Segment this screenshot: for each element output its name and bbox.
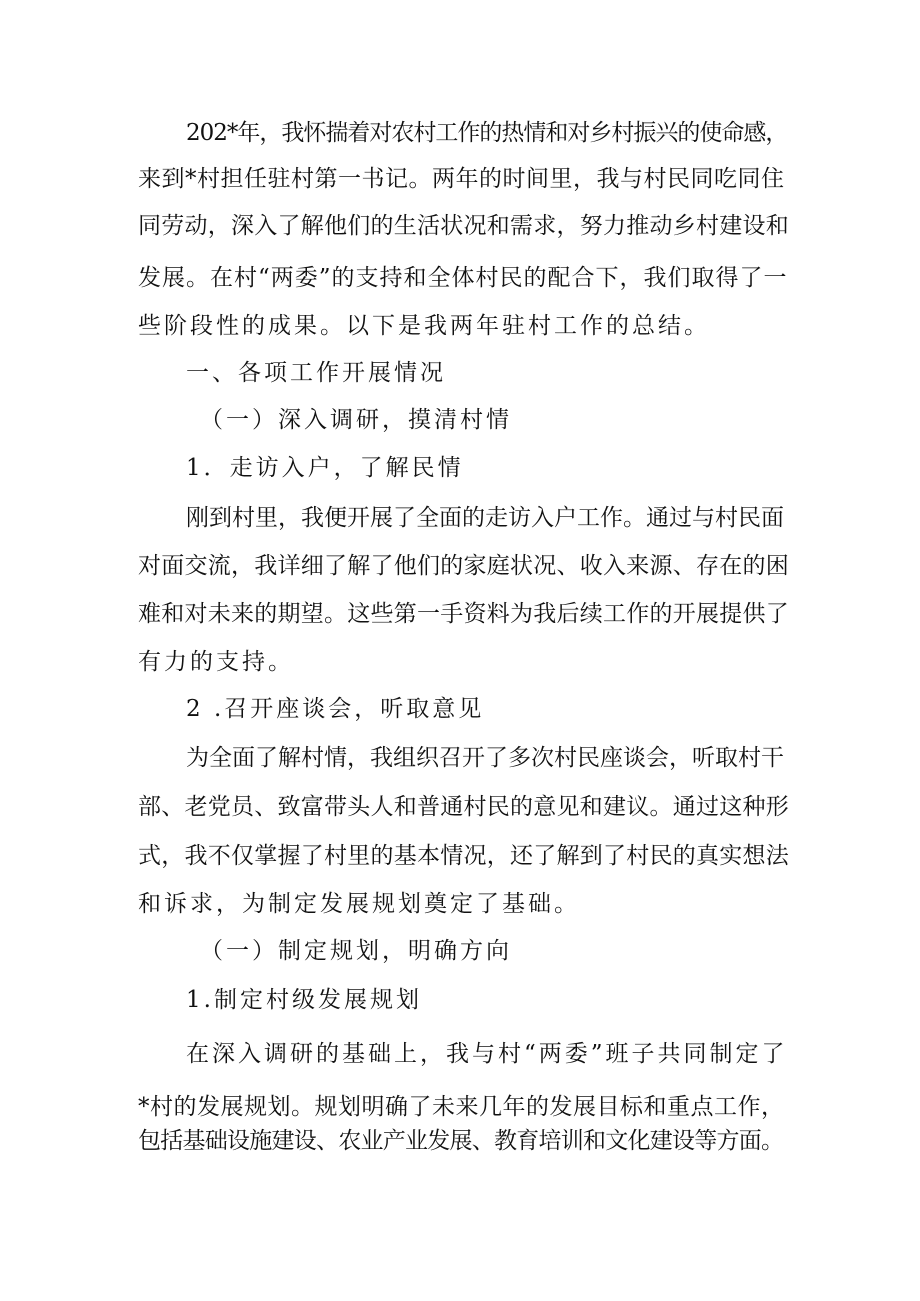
subsection-heading-2: （一）制定规划，明确方向	[200, 938, 512, 964]
item2-line-3: 式，我不仅掌握了村里的基本情况，还了解到了村民的真实想法	[138, 843, 789, 869]
intro-line-1: 202*年，我怀揣着对农村工作的热情和对乡村振兴的使命感，	[186, 120, 788, 146]
item2-line-2: 部、老党员、致富带头人和普通村民的意见和建议。通过这种形	[138, 794, 789, 820]
item1-line-4: 有力的支持。	[138, 649, 294, 675]
item2-line-1: 为全面了解村情，我组织召开了多次村民座谈会，听取村干	[186, 745, 784, 771]
item1-line-2: 对面交流，我详细了解了他们的家庭状况、收入来源、存在的困	[138, 553, 789, 579]
item-heading-1: 1．走访入户，了解民情	[186, 455, 464, 481]
intro-line-2: 来到*村担任驻村第一书记。两年的时间里，我与村民同吃同住	[138, 166, 785, 192]
item1-line-3: 难和对未来的期望。这些第一手资料为我后续工作的开展提供了	[138, 601, 789, 627]
section-heading-1: 一、各项工作开展情况	[186, 360, 446, 386]
intro-line-5: 些阶段性的成果。以下是我两年驻村工作的总结。	[138, 313, 710, 339]
item3-line-1: 在深入调研的基础上，我与村“两委”班子共同制定了	[186, 1041, 788, 1067]
item1-line-1: 刚到村里，我便开展了全面的走访入户工作。通过与村民面	[186, 505, 784, 531]
item-heading-2: 2 .召开座谈会，听取意见	[186, 696, 485, 722]
intro-line-4: 发展。在村“两委”的支持和全体村民的配合下，我们取得了一	[138, 265, 788, 291]
item3-line-2: *村的发展规划。规划明确了未来几年的发展目标和重点工作，	[138, 1094, 785, 1120]
item-heading-3: 1.制定村级发展规划	[186, 987, 422, 1013]
item2-line-4: 和诉求，为制定发展规划奠定了基础。	[138, 891, 580, 917]
item3-line-3: 包括基础设施建设、农业产业发展、教育培训和文化建设等方面。	[138, 1128, 784, 1154]
subsection-heading-1: （一）深入调研，摸清村情	[200, 407, 512, 433]
intro-line-3: 同劳动，深入了解他们的生活状况和需求，努力推动乡村建设和	[138, 213, 789, 239]
